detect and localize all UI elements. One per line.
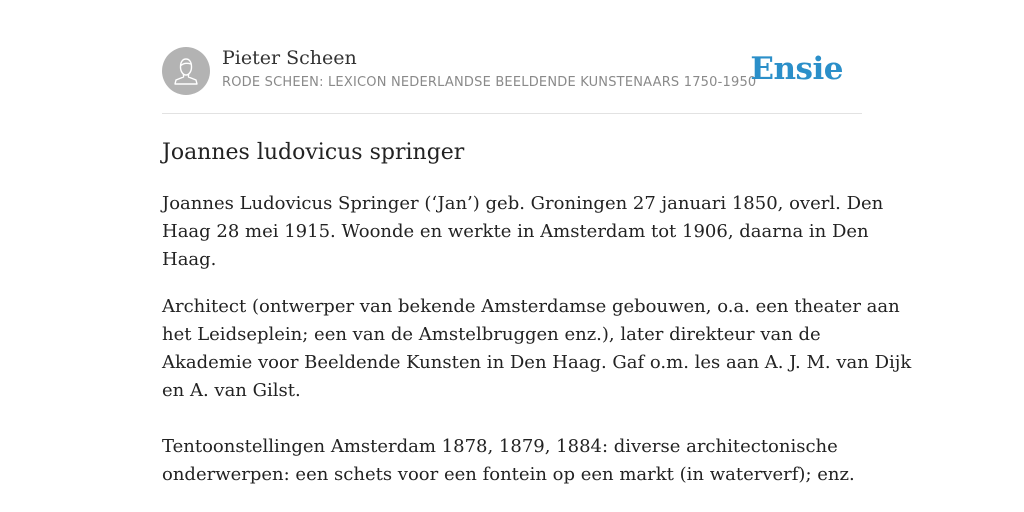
text-line: Akademie voor Beeldende Kunsten in Den Haag. Gaf o.m. les aan A. J. M. van Dijk bbox=[162, 352, 912, 373]
text-line: Haag 28 mei 1915. Woonde en werkte in Amsterdam tot 1906, daarna in Den bbox=[162, 221, 869, 242]
source-title[interactable]: RODE SCHEEN: LEXICON NEDERLANDSE BEELDENDE KUNSTENAARS 1750-1950 bbox=[222, 75, 757, 90]
user-outline-icon bbox=[162, 47, 210, 95]
entry-header bbox=[162, 0, 862, 114]
text-line: Haag. bbox=[162, 249, 217, 270]
entry-card bbox=[162, 0, 912, 485]
author-name[interactable]: Pieter Scheen bbox=[222, 47, 357, 69]
text-line: Joannes Ludovicus Springer (‘Jan’) geb. Groningen 27 januari 1850, overl. Den bbox=[162, 193, 884, 214]
entry-title: Joannes ludovicus springer bbox=[162, 140, 465, 165]
text-line: het Leidseplein; een van de Amstelbruggen enz.), later direkteur van de bbox=[162, 324, 821, 345]
paragraph-biography bbox=[162, 190, 884, 274]
text-line: onderwerpen: een schets voor een fontein op een markt (in waterverf); enz. bbox=[162, 464, 855, 485]
text-line: Architect (ontwerper van bekende Amsterdamse gebouwen, o.a. een theater aan bbox=[162, 296, 900, 317]
text-line: Tentoonstellingen Amsterdam 1878, 1879, 1884: diverse architectonische bbox=[162, 436, 838, 457]
paragraph-exhibitions bbox=[162, 433, 862, 489]
ensie-logo[interactable]: Ensie bbox=[750, 51, 843, 87]
text-line: en A. van Gilst. bbox=[162, 380, 301, 401]
author-avatar[interactable] bbox=[162, 47, 210, 95]
paragraph-career bbox=[162, 293, 912, 405]
